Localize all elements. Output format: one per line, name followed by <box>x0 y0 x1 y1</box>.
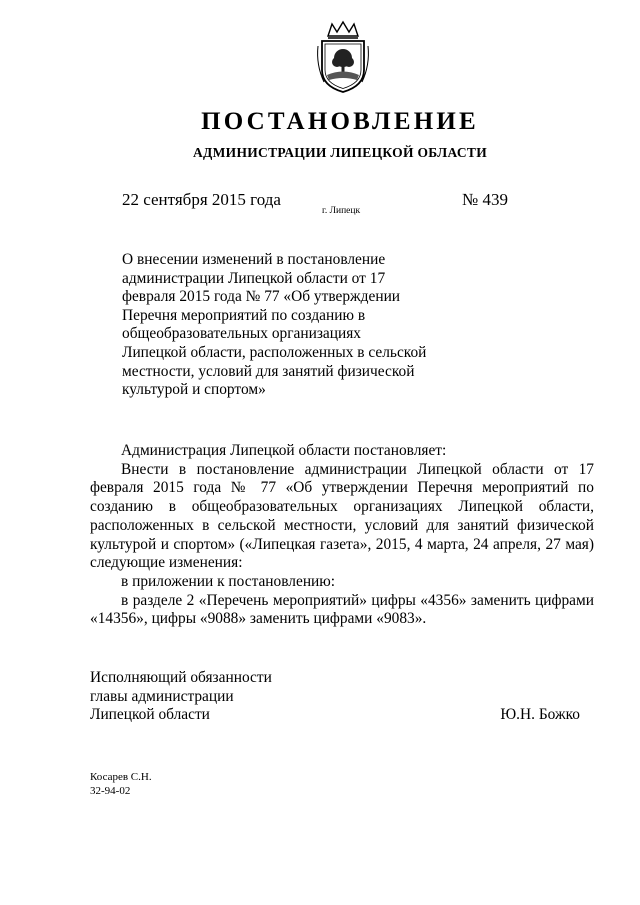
body-paragraph-intro: Администрация Липецкой области постановляет: <box>121 442 447 459</box>
document-date: 22 сентября 2015 года <box>122 190 281 209</box>
executor-name: Косарев С.Н. <box>90 771 152 783</box>
executor-info <box>90 770 152 798</box>
subject-line: Перечня мероприятий по созданию в <box>122 306 366 324</box>
document-body <box>90 442 594 629</box>
signature-position-line: Исполняющий обязанности <box>90 669 272 686</box>
subject-line: администрации Липецкой области от 17 <box>122 269 386 287</box>
signature-position-line: главы администрации <box>90 687 234 705</box>
subject-line: общеобразовательных организациях <box>122 325 361 343</box>
subject-line: О внесении изменений в постановление <box>122 251 386 268</box>
body-paragraph-change: в разделе 2 «Перечень мероприятий» цифры «4356» заменить цифрами «14356», цифры «9088» заменить цифрами «9083». <box>90 591 594 628</box>
signature-block <box>90 669 594 725</box>
subject-line: культурой и спортом» <box>122 381 266 399</box>
subject-line: Липецкой области, расположенных в сельской <box>122 343 427 361</box>
subject-line: февраля 2015 года № 77 «Об утверждении <box>122 288 401 306</box>
executor-phone: 32-94-02 <box>90 785 131 797</box>
subject-line: местности, условий для занятий физической <box>122 362 415 380</box>
body-paragraph-appendix: в приложении к постановлению: <box>121 572 336 590</box>
body-paragraph-main: Внести в постановление администрации Липецкой области от 17 февраля 2015 года № 77 «Об утверждении Перечня мероприятий по созданию в общеобразовательных организациях Липецкой области, расположенных в сельской местности, условий для занятий физической культурой и спортом» («Липецкая газета», 2015, 4 марта, 24 апреля, 27 мая) следующие изменения: <box>90 460 594 572</box>
signature-position-line: Липецкой области <box>90 706 210 724</box>
document-subject <box>122 251 432 400</box>
coat-of-arms-icon <box>314 20 372 96</box>
document-subtitle: АДМИНИСТРАЦИИ ЛИПЕЦКОЙ ОБЛАСТИ <box>192 145 488 160</box>
document-number: № 439 <box>462 190 508 209</box>
document-title: ПОСТАНОВЛЕНИЕ <box>201 108 479 135</box>
signatory-name: Ю.Н. Божко <box>500 706 580 723</box>
document-city: г. Липецк <box>322 206 361 216</box>
